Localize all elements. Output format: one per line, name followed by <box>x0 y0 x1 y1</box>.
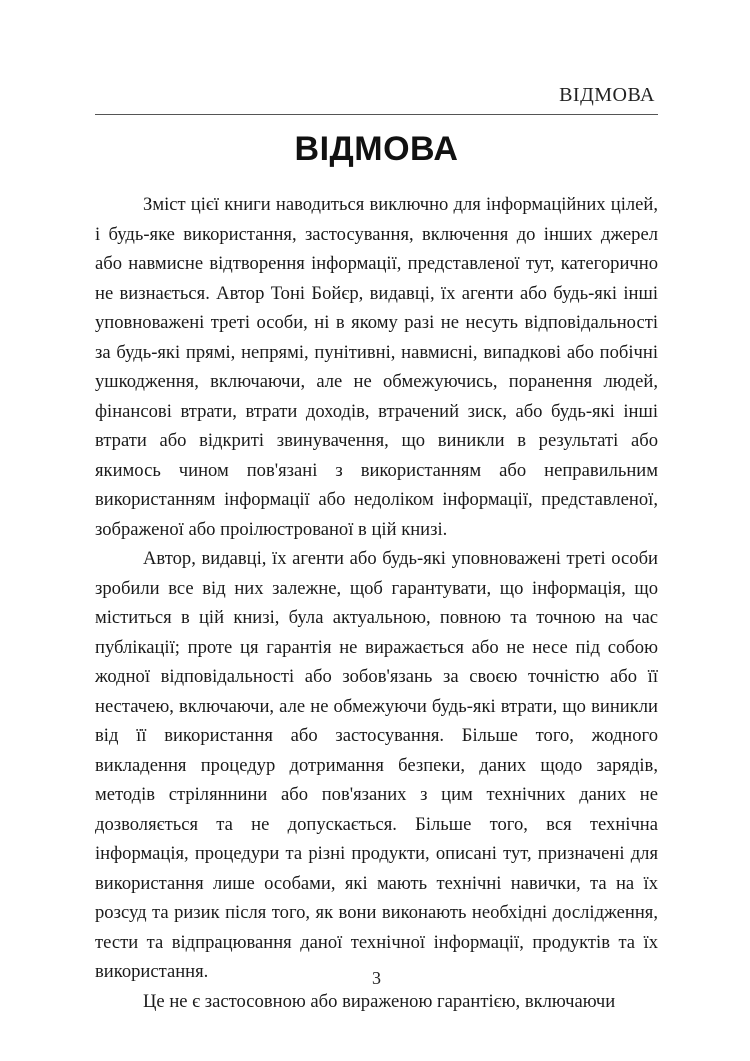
running-header-title: ВІДМОВА <box>559 84 655 106</box>
page-number: 3 <box>372 968 381 988</box>
paragraph: Зміст цієї книги наводиться виключно для інформаційних цілей, і будь-яке використання, застосування, включення до інших джерел або навмисне відтворення інформації, представленої тут, категорично не визнається. Автор Тоні Бойєр, видавці, їх агенти або будь-які інші уповноважені треті особи, ні в якому разі не несуть відповідальності за будь-які прямі, непрямі, пунітивні, навмисні, випадкові або побічні ушкодження, включаючи, але не обмежуючись, поранення людей, фінансові втрати, втрати доходів, втрачений зиск, або будь-які інші втрати або відкриті звинувачення, що виникли в результаті або якимось чином пов'язані з використанням або неправильним використанням інформації або недоліком інформації, представленої, зображеної або проілюстрованої в цій книзі. <box>95 194 658 540</box>
page-title: ВІДМОВА <box>294 130 459 168</box>
paragraph: Це не є застосовною або вираженою гарантією, включаючи <box>143 990 616 1012</box>
header-rule <box>95 114 658 115</box>
body-text <box>95 190 658 1016</box>
paragraph: Автор, видавці, їх агенти або будь-які уповноважені треті особи зробили все від них залежне, щоб гарантувати, що інформація, що міститься в цій книзі, була актуальною, повною та точною на час публікації; проте ця гарантія не виражається або не несе під собою жодної відповідальності або зобов'язань за своєю точністю або її нестачею, включаючи, але не обмежуючи будь-які втрати, що виникли від її використання або застосування. Більше того, жодного викладення процедур дотримання безпеки, даних щодо зарядів, методів стріляннини або пов'язаних з цим технічних даних не дозволяється та не допускається. Більше того, вся технічна інформація, процедури та різні продукти, описані тут, призначені для використання лише особами, які мають технічні навички, та на їх розсуд та ризик після того, як вони виконають необхідні дослідження, тести та відпрацювання даної технічної інформації, продуктів та їх використання. <box>95 548 658 982</box>
